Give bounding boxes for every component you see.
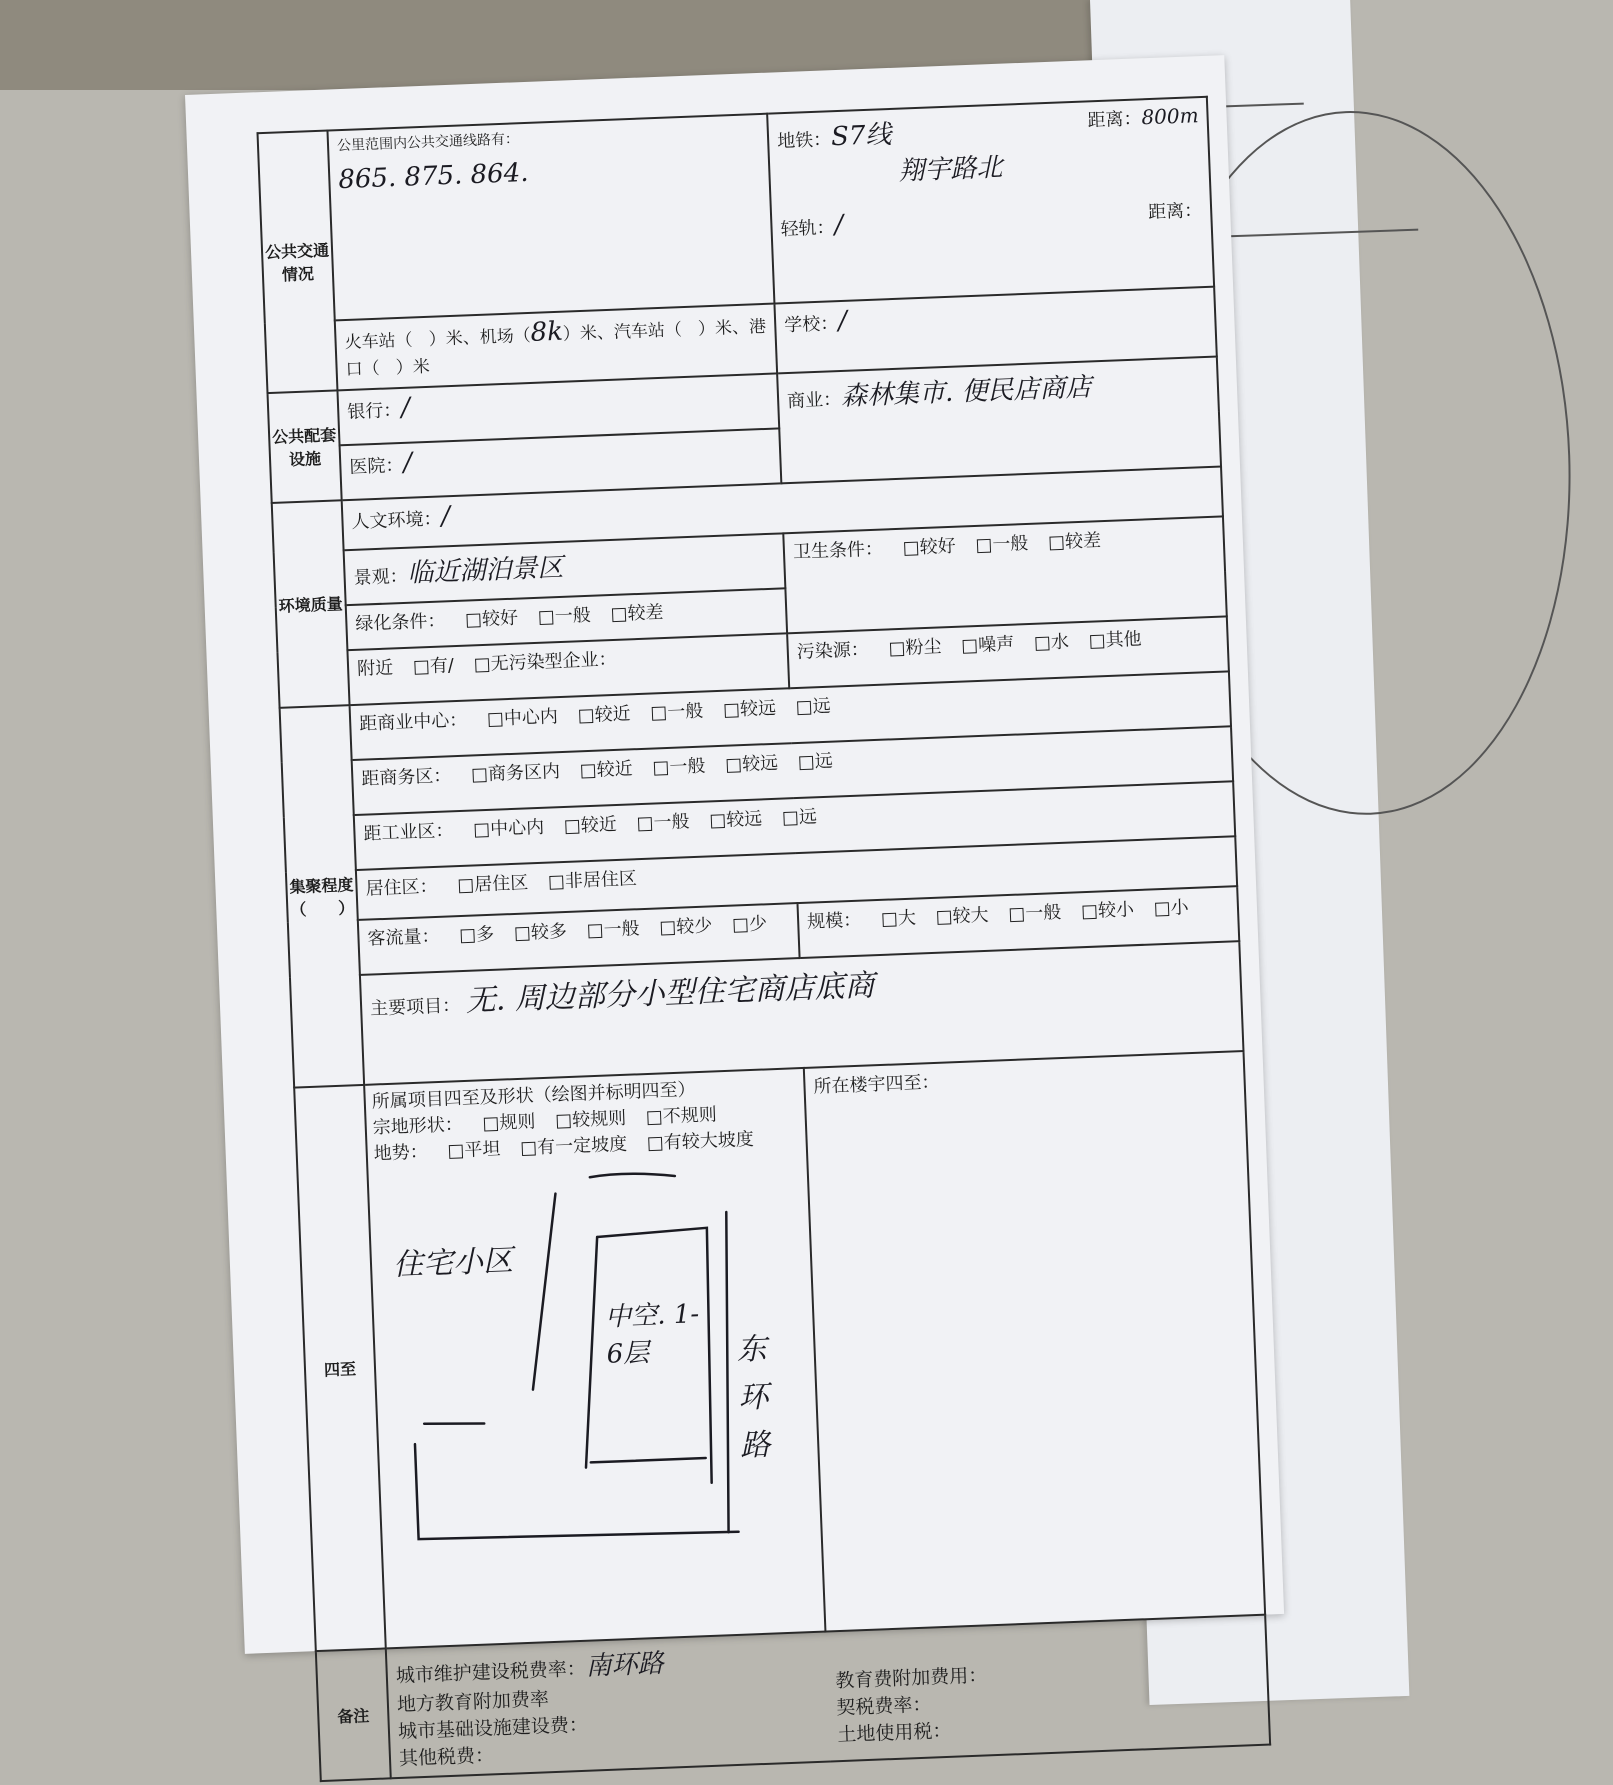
subway-distance-label: 距离： [1087, 108, 1142, 132]
sketch-east-label: 东环路 [735, 1331, 771, 1464]
bus-lines-value: 865. 875. 864. [337, 157, 530, 196]
scale-option-3[interactable]: □一般 [1007, 901, 1062, 925]
bank-label: 银行： [346, 399, 402, 423]
shape-title: 所属项目四至及形状（绘图并标明四至） [371, 1079, 696, 1113]
landscape-label: 景观： [353, 565, 409, 589]
pollution-option-noise[interactable]: □噪声 [960, 633, 1015, 657]
industrial-option-5[interactable]: □远 [781, 806, 818, 829]
pollution-option-other[interactable]: □其他 [1088, 628, 1142, 652]
pollution-option-dust[interactable]: □粉尘 [888, 636, 942, 660]
bus-lines-cell [327, 114, 774, 321]
school-value: / [837, 305, 848, 337]
business-option-5[interactable]: □远 [797, 750, 834, 773]
main-items-label: 主要项目： [369, 995, 461, 1020]
light-rail-label: 轻轨： [780, 217, 835, 241]
traffic-option-1[interactable]: □多 [458, 923, 495, 947]
subway-value: S7线 [830, 119, 892, 153]
business-option-4[interactable]: □较远 [724, 752, 779, 776]
hygiene-label: 卫生条件： [792, 538, 884, 563]
traffic-option-4[interactable]: □较少 [658, 915, 713, 939]
light-rail-value: / [833, 209, 844, 241]
sketch-south-label: 南环路 [585, 1648, 665, 1682]
commercial-distance-label: 距商业中心： [358, 709, 468, 735]
airport-unit: ）米、汽车站（ [562, 320, 683, 345]
survey-form-page [185, 55, 1284, 1771]
business-option-2[interactable]: □较近 [579, 758, 634, 782]
scale-option-1[interactable]: □大 [880, 907, 917, 930]
terrain-option-flat[interactable]: □平坦 [447, 1138, 501, 1162]
infra-fee-label: 城市基础设施建设费： [397, 1713, 589, 1744]
residential-option-1[interactable]: □居住区 [456, 872, 529, 897]
industrial-option-3[interactable]: □一般 [636, 811, 690, 835]
building-boundary-cell [804, 1051, 1265, 1631]
remarks-section-label: 备注 [316, 1648, 391, 1781]
subway-distance-value: 800m [1140, 103, 1199, 130]
bank-value: / [400, 392, 411, 423]
remarks-right-cell [825, 1615, 1270, 1762]
greening-option-good[interactable]: □较好 [464, 607, 519, 631]
main-items-value: 无. 周边部分小型住宅商店底商 [465, 968, 876, 1019]
industrial-option-2[interactable]: □较近 [563, 813, 618, 837]
train-unit: ）米、机场（ [428, 325, 532, 350]
terrain-label: 地势： [373, 1141, 429, 1165]
land-shape-label: 宗地形状： [372, 1114, 464, 1139]
greening-option-poor[interactable]: □较差 [610, 602, 664, 626]
culture-label: 人文环境： [351, 508, 442, 533]
culture-value: / [440, 501, 451, 532]
agglomeration-section-label: 集聚程度（ ） [280, 705, 365, 1087]
land-shape-option-regular[interactable]: □规则 [482, 1111, 536, 1135]
industrial-distance-label: 距工业区： [363, 820, 454, 845]
greening-option-normal[interactable]: □一般 [537, 604, 592, 628]
commerce-label: 商业： [786, 389, 842, 413]
scale-option-4[interactable]: □较小 [1080, 899, 1135, 923]
residential-label: 居住区： [365, 875, 438, 900]
sketch-west-label: 住宅小区 [392, 1243, 514, 1283]
environment-section-label: 环境质量 [272, 500, 350, 708]
transport-section-label: 公共交通情况 [258, 131, 338, 393]
commercial-option-5[interactable]: □远 [795, 695, 832, 719]
survey-table [256, 96, 1271, 1782]
bus-lines-label: 公里范围内公共交通线路有： [336, 131, 520, 155]
traffic-option-2[interactable]: □较多 [513, 920, 568, 944]
hygiene-option-poor[interactable]: □较差 [1047, 530, 1102, 554]
boundaries-section-label: 四至 [294, 1085, 386, 1651]
greening-label: 绿化条件： [355, 610, 446, 635]
boundary-sketch [374, 1149, 818, 1645]
hygiene-option-good[interactable]: □较好 [902, 535, 957, 559]
facilities-section-label: 公共配套设施 [268, 390, 342, 503]
airport-value: 8k [530, 316, 564, 348]
subway-cell [767, 97, 1214, 304]
school-label: 学校： [783, 313, 839, 337]
traffic-option-5[interactable]: □少 [731, 913, 768, 936]
commerce-cell [777, 357, 1221, 484]
edu-fee-label: 教育费附加费用： [834, 1664, 988, 1693]
deed-tax-label: 契税费率： [835, 1693, 932, 1720]
commercial-option-3[interactable]: □一般 [649, 700, 704, 724]
hygiene-option-normal[interactable]: □一般 [974, 532, 1029, 556]
subway-label: 地铁： [776, 129, 832, 153]
commercial-option-4[interactable]: □较远 [722, 697, 777, 721]
hygiene-cell [783, 516, 1227, 633]
scale-label: 规模： [806, 909, 862, 933]
nearby-option-no[interactable]: □无污染型企业： [473, 648, 617, 676]
business-option-1[interactable]: □商务区内 [470, 761, 561, 786]
terrain-option-steep[interactable]: □有较大坡度 [646, 1128, 755, 1155]
terrain-option-slope[interactable]: □有一定坡度 [519, 1133, 628, 1159]
scale-option-5[interactable]: □小 [1153, 897, 1190, 920]
boundary-sketch-cell [364, 1068, 825, 1648]
landscape-value: 临近湖泊景区 [406, 552, 565, 589]
land-shape-option-fairly[interactable]: □较规则 [554, 1107, 627, 1132]
business-distance-label: 距商务区： [360, 765, 452, 790]
nearby-label: 附近 [356, 657, 394, 680]
traffic-option-3[interactable]: □一般 [586, 918, 640, 942]
commercial-option-1[interactable]: □中心内 [486, 706, 559, 730]
local-edu-label: 地方教育附加费率 [396, 1688, 550, 1717]
hospital-value: / [402, 447, 413, 478]
industrial-option-4[interactable]: □较远 [708, 808, 763, 832]
commercial-option-2[interactable]: □较近 [577, 703, 631, 727]
land-tax-label: 土地使用税： [837, 1719, 952, 1747]
pollution-option-water[interactable]: □水 [1033, 631, 1070, 654]
scale-option-2[interactable]: □较大 [935, 904, 989, 928]
remarks-left-cell [386, 1632, 831, 1779]
urban-tax-label: 城市维护建设税费率： [395, 1657, 587, 1688]
other-tax-label: 其他税费： [398, 1744, 495, 1771]
industrial-option-1[interactable]: □中心内 [472, 816, 545, 841]
hospital-label: 医院： [349, 454, 404, 478]
residential-option-2[interactable]: □非居住区 [547, 868, 638, 893]
bus-station-unit: ）米、港口（ [345, 316, 767, 381]
commerce-value: 森林集市. 便民店商店 [840, 372, 1093, 413]
land-shape-option-irregular[interactable]: □不规则 [645, 1104, 718, 1129]
port-unit: ）米 [395, 356, 431, 379]
nearby-option-yes[interactable]: □有/ [412, 655, 455, 678]
light-rail-distance-label: 距离： [1147, 200, 1203, 224]
pollution-label: 污染源： [796, 639, 870, 663]
traffic-label: 客流量： [367, 925, 440, 950]
building-boundary-label: 所在楼宇四至： [813, 1071, 940, 1098]
business-option-3[interactable]: □一般 [652, 755, 706, 779]
sketch-center-label: 中空. 1-6层 [604, 1299, 700, 1370]
train-label: 火车站（ [344, 330, 413, 354]
subway-station-value: 翔宇路北 [897, 152, 1003, 187]
